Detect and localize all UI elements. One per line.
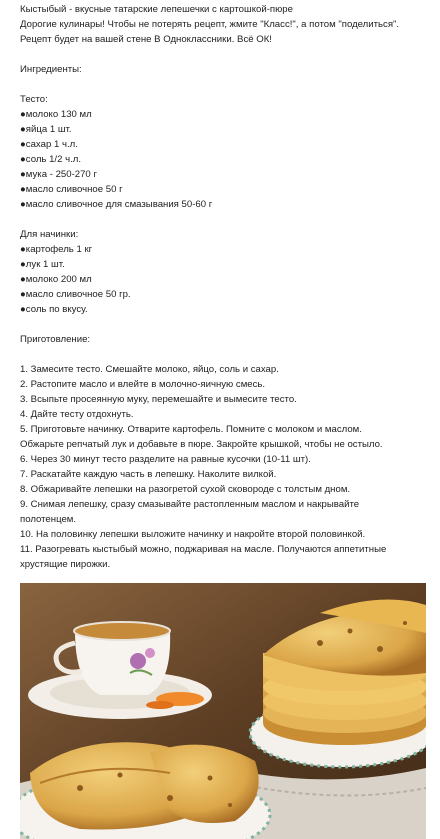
step-line: 7. Раскатайте каждую часть в лепешку. Наколите вилкой.: [20, 469, 277, 480]
step-line: 9. Снимая лепешку, сразу смазывайте растопленным маслом и накрывайте: [20, 499, 360, 510]
filling-item: ●лук 1 шт.: [20, 259, 65, 270]
step-line: 10. На половинку лепешки выложите начинку и накройте второй половинкой.: [20, 529, 366, 540]
step-line: 2. Растопите масло и влейте в молочно-яичную смесь.: [20, 379, 266, 390]
step-line: 4. Дайте тесту отдохнуть.: [20, 409, 134, 420]
step-line: 8. Обжаривайте лепешки на разогретой сухой сковороде с толстым дном.: [20, 484, 351, 495]
filling-item: ●молоко 200 мл: [20, 274, 92, 285]
recipe-photo[interactable]: [20, 583, 426, 839]
dough-item: ●молоко 130 мл: [20, 109, 92, 120]
ingredients-heading: Ингредиенты:: [20, 64, 82, 75]
dough-item: ●соль 1/2 ч.л.: [20, 154, 82, 165]
step-line: 11. Разогревать кыстыбый можно, поджаривая на масле. Получаются аппетитные: [20, 544, 387, 555]
filling-item: ●соль по вкусу.: [20, 304, 88, 315]
filling-item: ●масло сливочное 50 гр.: [20, 289, 131, 300]
dough-item: ●масло сливочное 50 г: [20, 184, 123, 195]
dough-item: ●сахар 1 ч.л.: [20, 139, 78, 150]
step-line: полотенцем.: [20, 514, 77, 525]
step-line: 3. Всыпьте просеянную муку, перемешайте и вымесите тесто.: [20, 394, 297, 405]
share-appeal: Дорогие кулинары! Чтобы не потерять рецепт, жмите "Класс!", а потом "поделиться".: [20, 19, 400, 30]
filling-heading: Для начинки:: [20, 229, 79, 240]
steps-heading: Приготовление:: [20, 334, 91, 345]
dough-item: ●мука - 250-270 г: [20, 169, 97, 180]
share-note: Рецепт будет на вашей стене В Одноклассники. Всё ОК!: [20, 34, 272, 45]
step-line: хрустящие пирожки.: [20, 559, 111, 570]
step-line: 6. Через 30 минут тесто разделите на равные кусочки (10-11 шт).: [20, 454, 311, 465]
dough-heading: Тесто:: [20, 94, 48, 105]
step-line: 1. Замесите тесто. Смешайте молоко, яйцо, соль и сахар.: [20, 364, 279, 375]
dough-item: ●масло сливочное для смазывания 50-60 г: [20, 199, 213, 210]
step-line: 5. Приготовьте начинку. Отварите картофель. Помните с молоком и маслом.: [20, 424, 362, 435]
recipe-post: [20, 2, 438, 572]
dough-item: ●яйца 1 шт.: [20, 124, 72, 135]
recipe-photo-flatbreads-tea-icon: [20, 583, 426, 839]
step-line: Обжарьте репчатый лук и добавьте в пюре. Закройте крышкой, чтобы не остыло.: [20, 439, 383, 450]
filling-item: ●картофель 1 кг: [20, 244, 93, 255]
post-title: Кыстыбый - вкусные татарские лепешечки с картошкой-пюре: [20, 4, 293, 15]
